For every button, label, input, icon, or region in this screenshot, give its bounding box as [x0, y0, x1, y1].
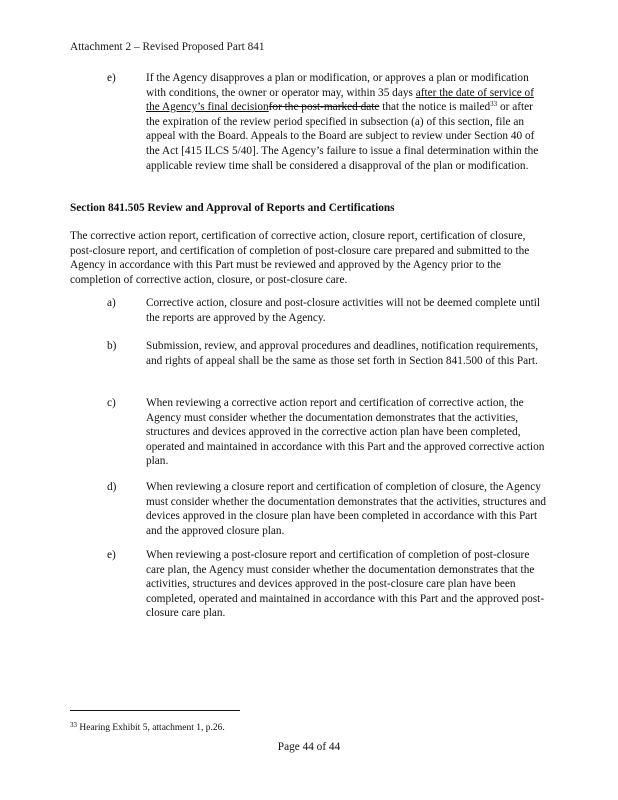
item-text: Corrective action, closure and post-closure activities will not be deemed complete until the reports are approved by the Agency. [146, 297, 541, 324]
underlined-insertion: after the date of service of the Agency’s final decision [146, 86, 534, 114]
footnote-divider [70, 710, 240, 711]
section-heading: Section 841.505 Review and Approval of Reports and Certifications [70, 202, 395, 214]
item-text: When reviewing a closure report and certification of completion of closure, the Agency must consider whether the documentation demonstrates that the activities, structures and devices approved in the closure plan have been completed in accordance with this Part and the approved closure plan. [146, 481, 546, 537]
item-marker: e) [107, 72, 116, 84]
item-text [146, 71, 548, 173]
item-marker: c) [107, 397, 116, 409]
footnote-reference: 33 [490, 100, 498, 109]
item-marker: b) [107, 340, 117, 352]
struck-deletion: for the post-marked date [268, 101, 380, 114]
text-run: or after the expiration of the review period specified in subsection (a) of this section, file an appeal with the Board. Appeals to the Board are subject to review under Section 40 of the Act [415 ILCS 5/40]. The Agency’s failure to issue a final determination within the applicable review time shall be considered a disapproval of the plan or modification. [146, 101, 539, 172]
text-run: that the notice is mailed [379, 101, 491, 114]
item-marker: e) [107, 549, 116, 561]
item-marker: d) [107, 481, 117, 493]
item-text: Submission, review, and approval procedures and deadlines, notification requirements, and rights of appeal shall be the same as those set forth in Section 841.500 of this Part. [146, 340, 539, 367]
section-intro: The corrective action report, certification of corrective action, closure report, certification of closure, post-closure report, and certification of completion of post-closure care prepared and submitted to the Agency in accordance with this Part must be reviewed and approved by the Agency prior to the completion of corrective action, closure, or post-closure care. [70, 230, 530, 286]
footnote-text: Hearing Exhibit 5, attachment 1, p.26. [77, 723, 225, 733]
footnote [70, 719, 225, 734]
page-header: Attachment 2 – Revised Proposed Part 841 [70, 41, 265, 53]
text-run: If the Agency disapproves a plan or modification, or approves a plan or modification with conditions, the owner or operator may, within 35 days [146, 72, 529, 99]
item-text: When reviewing a post-closure report and certification of completion of post-closure care plan, the Agency must consider whether the documentation demonstrates that the activities, structures and devices approved in the post-closure care plan have been completed, operated and maintained in accordance with this Part and the approved post-closure care plan. [146, 549, 545, 620]
page-number: Page 44 of 44 [277, 741, 341, 753]
footnote-marker: 33 [70, 721, 77, 729]
item-marker: a) [107, 297, 116, 309]
item-text: When reviewing a corrective action report and certification of corrective action, the Agency must consider whether the documentation demonstrates that the activities, structures and devices approved in the corrective action plan have been completed, operated and maintained in accordance with this Part and the approved corrective action plan. [146, 397, 545, 468]
